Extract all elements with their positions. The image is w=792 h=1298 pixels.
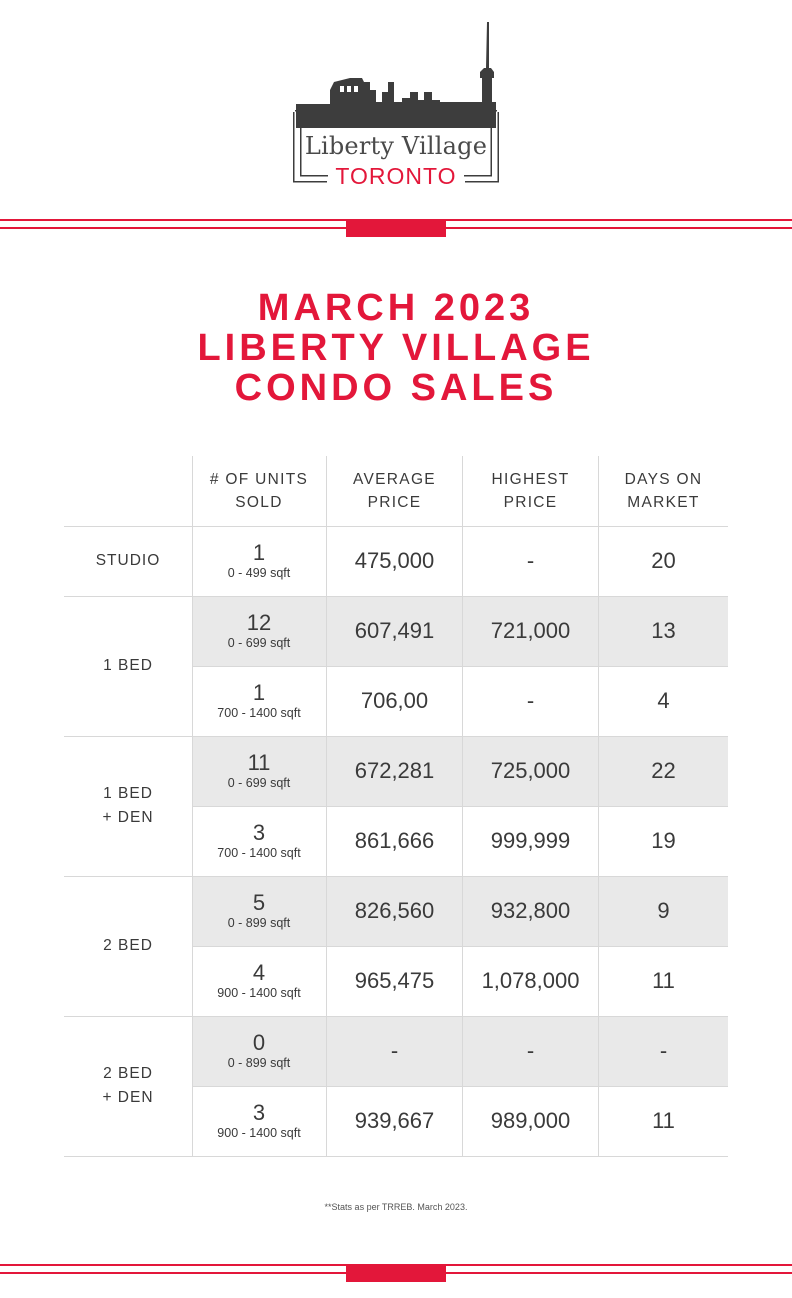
- sqft-range: 900 - 1400 sqft: [217, 1126, 301, 1140]
- days-on-market-cell: 11: [652, 1108, 675, 1133]
- average-price-cell: 965,475: [354, 968, 435, 993]
- group-label: STUDIO: [95, 552, 161, 569]
- sqft-range: 0 - 899 sqft: [227, 1056, 291, 1070]
- days-on-market-cell: -: [659, 1038, 668, 1063]
- sqft-range: 700 - 1400 sqft: [217, 706, 301, 720]
- group-label: 1 BED + DEN: [102, 785, 154, 826]
- units-cell: [192, 596, 326, 666]
- header-units: # OF UNITS SOLD: [209, 471, 309, 511]
- units-count: 3: [252, 1100, 266, 1125]
- units-cell: [192, 1016, 326, 1086]
- units-cell: [192, 806, 326, 876]
- group-label: 2 BED: [103, 937, 153, 954]
- highest-price-cell: 725,000: [490, 758, 571, 783]
- bottom-divider: [0, 1264, 792, 1278]
- days-on-market-cell: 22: [651, 758, 676, 783]
- units-count: 1: [252, 540, 266, 565]
- group-label: 2 BED + DEN: [102, 1065, 154, 1106]
- days-on-market-cell: 19: [651, 828, 676, 853]
- days-on-market-cell: 9: [657, 898, 670, 923]
- header-average: AVERAGE PRICE: [353, 471, 436, 511]
- units-cell: [192, 526, 326, 596]
- units-count: 1: [252, 680, 266, 705]
- logo-line-2: TORONTO: [335, 163, 457, 189]
- group-label: 1 BED: [103, 657, 153, 674]
- average-price-cell: 475,000: [354, 548, 435, 573]
- units-count: 4: [252, 960, 266, 985]
- highest-price-cell: -: [526, 548, 535, 573]
- sqft-range: 0 - 499 sqft: [227, 566, 291, 580]
- logo-line-1: Liberty Village: [304, 132, 488, 160]
- highest-price-cell: -: [526, 688, 535, 713]
- average-price-cell: 861,666: [354, 828, 435, 853]
- highest-price-cell: 721,000: [490, 618, 571, 643]
- liberty-village-logo: [290, 20, 502, 190]
- days-on-market-cell: 13: [651, 618, 676, 643]
- highest-price-cell: 1,078,000: [481, 968, 580, 993]
- units-count: 12: [246, 610, 272, 635]
- sqft-range: 900 - 1400 sqft: [217, 986, 301, 1000]
- units-cell: [192, 1086, 326, 1156]
- days-on-market-cell: 4: [657, 688, 670, 713]
- units-cell: [192, 666, 326, 736]
- sqft-range: 0 - 699 sqft: [227, 636, 291, 650]
- average-price-cell: 607,491: [354, 618, 435, 643]
- title-line-2: LIBERTY VILLAGE: [197, 327, 595, 369]
- average-price-cell: 706,00: [360, 688, 429, 713]
- average-price-cell: 939,667: [354, 1108, 435, 1133]
- header-highest: HIGHEST PRICE: [491, 471, 570, 511]
- units-count: 3: [252, 820, 266, 845]
- average-price-cell: 826,560: [354, 898, 435, 923]
- page-title: [0, 288, 792, 408]
- sqft-range: 700 - 1400 sqft: [217, 846, 301, 860]
- units-count: 0: [252, 1030, 266, 1055]
- header-days: DAYS ON MARKET: [624, 471, 703, 511]
- highest-price-cell: 989,000: [490, 1108, 571, 1133]
- title-line-3: CONDO SALES: [234, 367, 558, 409]
- highest-price-cell: 932,800: [490, 898, 571, 923]
- average-price-cell: 672,281: [354, 758, 435, 783]
- title-line-1: MARCH 2023: [257, 287, 535, 329]
- footnote: **Stats as per TRREB. March 2023.: [324, 1202, 468, 1212]
- sqft-range: 0 - 699 sqft: [227, 776, 291, 790]
- units-count: 11: [247, 750, 271, 775]
- units-cell: [192, 736, 326, 806]
- highest-price-cell: -: [526, 1038, 535, 1063]
- days-on-market-cell: 11: [652, 968, 675, 993]
- highest-price-cell: 999,999: [490, 828, 571, 853]
- units-count: 5: [252, 890, 266, 915]
- top-divider: [0, 219, 792, 233]
- units-cell: [192, 876, 326, 946]
- days-on-market-cell: 20: [651, 548, 676, 573]
- sqft-range: 0 - 899 sqft: [227, 916, 291, 930]
- units-cell: [192, 946, 326, 1016]
- average-price-cell: -: [390, 1038, 399, 1063]
